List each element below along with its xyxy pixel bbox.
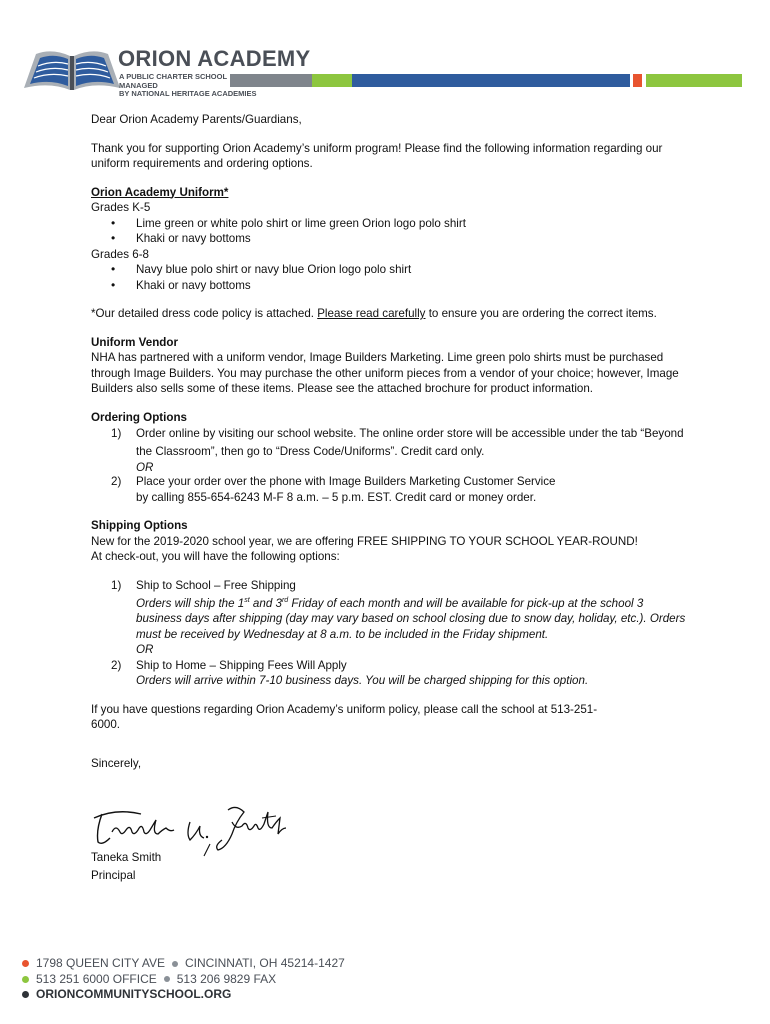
footer-phone-row: [22, 972, 345, 988]
letter-body: [91, 112, 691, 771]
list-item: • Khaki or navy bottoms: [111, 278, 691, 294]
intro-paragraph: Thank you for supporting Orion Academy’s uniform program! Please find the following information regarding our uniform requirements and ordering options.: [91, 141, 663, 170]
separator-dot-icon: [164, 976, 170, 982]
school-subtitle-logo: A PUBLIC CHARTER SCHOOL MANAGED BY NATIONAL HERITAGE ACADEMIES: [119, 72, 257, 98]
ordering-option-text: by calling 855-654-6243 M-F 8 a.m. – 5 p.m. EST. Credit card or money order.: [136, 490, 537, 504]
grades-k5-label: Grades K-5: [91, 201, 151, 214]
questions-paragraph: If you have questions regarding Orion Academy’s uniform policy, please call the school at 513-251-6000.: [91, 702, 598, 732]
policy-text-end: to ensure you are ordering the correct items.: [425, 307, 657, 320]
list-item: • Khaki or navy bottoms: [111, 231, 691, 247]
open-book-logo-icon: [22, 44, 122, 92]
footer-website-row: [22, 987, 345, 1003]
ordering-heading: Ordering Options: [91, 410, 187, 424]
signer-title: Principal: [91, 869, 136, 882]
signature-block: [91, 849, 161, 885]
shipping-option-home: [111, 658, 691, 689]
green-dot-icon: [22, 976, 29, 983]
signer-name: Taneka Smith: [91, 851, 162, 864]
ordering-option-online: [111, 425, 691, 474]
k5-uniform-list: [91, 216, 691, 247]
desc-text: Orders will ship the 1: [136, 596, 245, 610]
list-item: • Navy blue polo shirt or navy blue Orion logo polo shirt: [111, 262, 691, 278]
policy-emphasis: Please read carefully: [317, 307, 426, 320]
closing: Sincerely,: [91, 756, 142, 770]
item-number: 2): [111, 658, 122, 672]
shipping-option-school: [111, 578, 691, 658]
item-number: 1): [111, 427, 122, 440]
shipping-option-desc: Orders will arrive within 7-10 business days. You will be charged shipping for this option.: [136, 674, 589, 688]
office-phone: 513 251 6000 OFFICE: [36, 971, 157, 986]
list-item: • Lime green or white polo shirt or lime green Orion logo polo shirt: [111, 216, 691, 232]
ordering-option-text: Order online by visiting our school website. The online order store will be accessible under the tab “Beyond the Classroom”, then go to “Dress Code/Uniforms”. Credit card only.: [136, 427, 684, 458]
policy-text: *Our detailed dress code policy is attached.: [91, 307, 318, 320]
ordering-option-phone: [111, 474, 691, 505]
footer-address-row: [22, 956, 345, 972]
shipping-option-title: Ship to Home – Shipping Fees Will Apply: [136, 658, 347, 672]
shipping-intro: New for the 2019-2020 school year, we are offering FREE SHIPPING TO YOUR SCHOOL YEAR-ROUND!: [91, 534, 638, 548]
orange-dot-icon: [22, 960, 29, 967]
header-bar-gray: [230, 74, 312, 87]
city-state-zip: CINCINNATI, OH 45214-1427: [184, 956, 345, 970]
ordinal-suffix: rd: [281, 597, 289, 604]
ordinal-suffix: st: [244, 597, 250, 604]
ordering-option-text: Place your order over the phone with Image Builders Marketing Customer Service: [136, 475, 556, 488]
shipping-heading: Shipping Options: [91, 519, 188, 532]
grades-68-label: Grades 6-8: [91, 247, 149, 261]
header-bar-orange: [633, 74, 642, 87]
or-label: OR: [136, 643, 154, 657]
item-number: 1): [111, 578, 122, 592]
g68-uniform-list: [91, 262, 691, 293]
header-bar-blue: [352, 74, 630, 87]
letterhead: [22, 44, 742, 98]
or-label: OR: [136, 461, 154, 474]
street-address: 1798 QUEEN CITY AVE: [36, 956, 165, 970]
header-bar-green-end: [646, 74, 742, 87]
website-link[interactable]: ORIONCOMMUNITYSCHOOL.ORG: [36, 987, 232, 1001]
vendor-paragraph: NHA has partnered with a uniform vendor, Image Builders Marketing. Lime green polo shirts must be purchased through Image Builders. You may purchase the other uniform pieces from a vendor of your choice; however, Image Builders also sells some of these items. Please see the attached brochure for product information.: [91, 351, 679, 395]
desc-text: and 3: [249, 596, 282, 610]
policy-note: [91, 306, 691, 322]
vendor-heading: Uniform Vendor: [91, 335, 178, 349]
desc-text: Friday of each month and will be available for pick-up at the school 3 business days after shipping (day may vary based on school closing due to snow day, holiday, etc.). Orders must be received by Wednesday at 8 a.m. to be included in the Friday shipment.: [136, 596, 686, 641]
dark-dot-icon: [22, 991, 29, 998]
uniform-heading: Orion Academy Uniform*: [91, 185, 229, 199]
school-name-logo: ORION ACADEMY: [118, 46, 311, 71]
ordering-list: [91, 425, 691, 505]
shipping-option-desc: [136, 593, 691, 642]
header-bar-green: [312, 74, 352, 87]
checkout-text: At check-out, you will have the following options:: [91, 550, 340, 563]
separator-dot-icon: [172, 961, 178, 967]
fax-number: 513 206 9829 FAX: [176, 971, 277, 986]
footer-contact: [22, 956, 345, 1003]
salutation: Dear Orion Academy Parents/Guardians,: [91, 113, 302, 126]
item-number: 2): [111, 475, 122, 488]
shipping-option-title: Ship to School – Free Shipping: [136, 578, 296, 592]
shipping-list: [91, 578, 691, 689]
